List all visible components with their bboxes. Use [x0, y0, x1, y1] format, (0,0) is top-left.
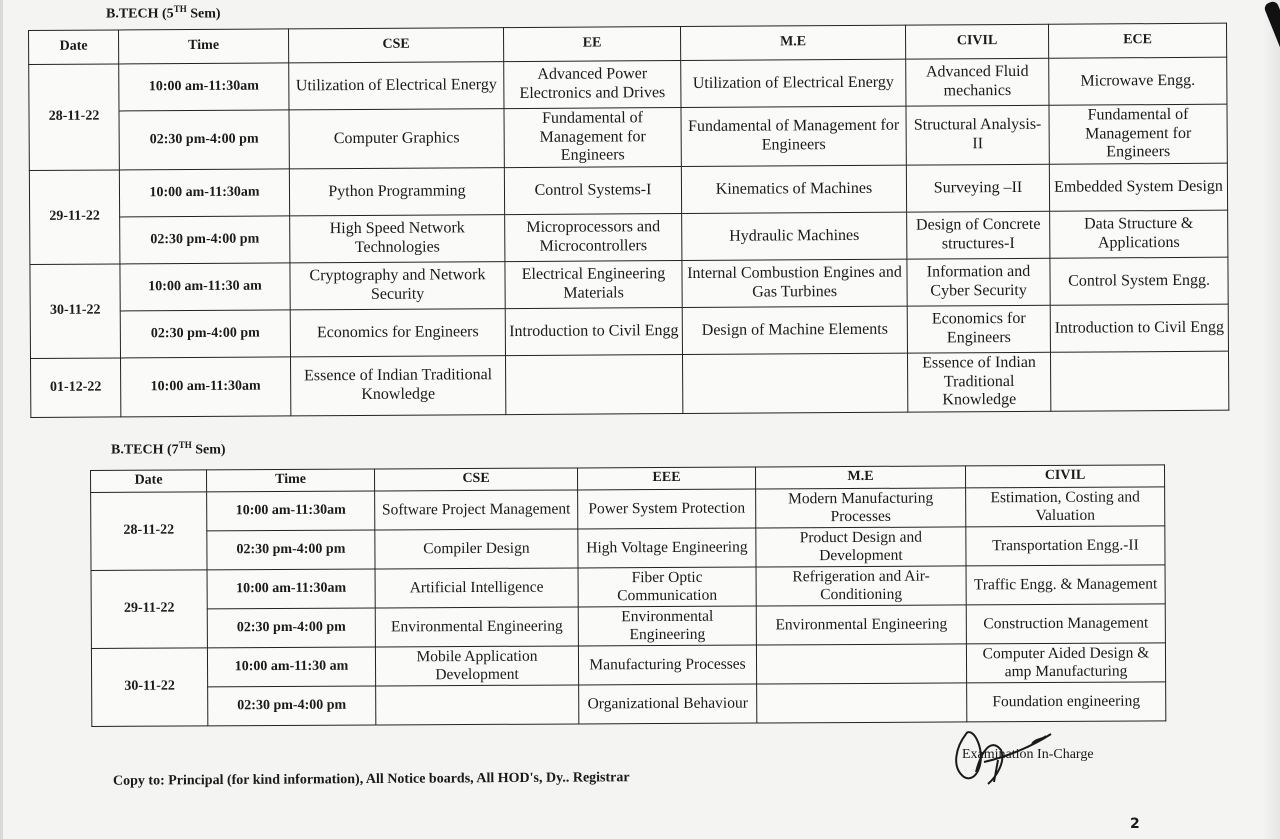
subject-cell: Cryptography and Network Security — [290, 262, 505, 310]
subject-cell: Introduction to Civil Engg — [1050, 304, 1228, 352]
header-time: Time — [207, 469, 375, 492]
time-cell: 10:00 am-11:30am — [119, 63, 289, 111]
subject-cell: Essence of Indian Traditional Knowledge — [291, 356, 506, 416]
subject-cell — [756, 644, 966, 684]
header-cse: CSE — [288, 28, 503, 63]
sem7-title — [111, 440, 226, 459]
subject-cell: Internal Combustion Engines and Gas Turbines — [682, 259, 907, 307]
header-cse: CSE — [374, 468, 577, 491]
subject-cell — [505, 355, 682, 415]
subject-cell: Artificial Intelligence — [375, 568, 578, 608]
date-cell: 28-11-22 — [29, 64, 120, 171]
table-row — [31, 351, 1229, 417]
subject-cell: Kinematics of Machines — [681, 165, 906, 213]
time-cell: 02:30 pm-4:00 pm — [120, 310, 290, 358]
time-cell: 10:00 am-11:30 am — [207, 647, 375, 687]
header-me: M.E — [755, 466, 965, 489]
subject-cell: Fundamental of Management for Engineers — [681, 106, 906, 166]
header-ece: ECE — [1048, 23, 1226, 58]
subject-cell: Hydraulic Machines — [682, 212, 907, 260]
header-civil: CIVIL — [905, 24, 1048, 59]
table-row — [92, 682, 1166, 727]
subject-cell: Environmental Engineering — [375, 607, 578, 647]
page-number: 2 — [1130, 816, 1140, 832]
table-row — [30, 210, 1228, 264]
date-cell: 29-11-22 — [29, 170, 120, 265]
header-me: M.E — [680, 25, 905, 60]
header-eee: EEE — [577, 467, 755, 490]
subject-cell: Essence of Indian Traditional Knowledge — [907, 352, 1050, 412]
subject-cell: Electrical Engineering Materials — [505, 261, 682, 309]
subject-cell: Estimation, Costing and Valuation — [966, 487, 1165, 527]
subject-cell: Traffic Engg. & Management — [966, 565, 1165, 605]
table-row — [91, 643, 1165, 688]
subject-cell: Design of Concrete structures-I — [907, 211, 1050, 259]
subject-cell: Introduction to Civil Engg — [505, 308, 682, 356]
date-cell: 01-12-22 — [31, 358, 121, 418]
header-time: Time — [119, 29, 289, 64]
subject-cell: Software Project Management — [375, 490, 578, 530]
subject-cell: Advanced Power Electronics and Drives — [504, 61, 681, 109]
table-row — [91, 526, 1165, 571]
subject-cell: Economics for Engineers — [907, 305, 1050, 353]
subject-cell: Mobile Application Development — [375, 646, 578, 686]
subject-cell: Organizational Behaviour — [579, 684, 757, 724]
time-cell: 10:00 am-11:30 am — [120, 263, 290, 311]
subject-cell: High Speed Network Technologies — [290, 215, 505, 263]
sem5-title-sup: TH — [173, 4, 187, 14]
subject-cell: Environmental Engineering — [756, 605, 966, 645]
subject-cell: Surveying –II — [906, 164, 1049, 212]
sem5-title-suffix: Sem) — [186, 6, 221, 22]
subject-cell: Embedded System Design — [1049, 163, 1227, 211]
time-cell: 02:30 pm-4:00 pm — [207, 608, 375, 648]
time-cell: 10:00 am-11:30am — [121, 357, 291, 417]
subject-cell: Information and Cyber Security — [907, 258, 1050, 306]
time-cell: 02:30 pm-4:00 pm — [119, 110, 289, 170]
table-row — [29, 57, 1227, 111]
subject-cell — [757, 683, 967, 723]
subject-cell: Microwave Engg. — [1049, 57, 1227, 105]
subject-cell: Fundamental of Management for Engineers — [1049, 104, 1227, 164]
subject-cell: Construction Management — [966, 604, 1165, 644]
date-cell: 30-11-22 — [91, 648, 207, 727]
time-cell: 02:30 pm-4:00 pm — [120, 216, 290, 264]
table-row — [91, 565, 1165, 610]
subject-cell: Data Structure & Applications — [1050, 210, 1228, 258]
subject-cell: Environmental Engineering — [578, 606, 756, 646]
subject-cell: Python Programming — [289, 168, 504, 216]
subject-cell: Compiler Design — [375, 529, 578, 569]
header-date: Date — [29, 30, 119, 65]
time-cell: 10:00 am-11:30am — [207, 491, 375, 531]
subject-cell: Refrigeration and Air-Conditioning — [756, 566, 966, 606]
date-cell: 29-11-22 — [91, 570, 207, 649]
subject-cell: Design of Machine Elements — [682, 306, 907, 354]
sem5-title-prefix: B.TECH (5 — [106, 6, 174, 22]
subject-cell: Power System Protection — [578, 489, 756, 529]
time-cell: 10:00 am-11:30am — [119, 169, 289, 217]
sem7-timetable — [90, 464, 1166, 727]
subject-cell: Manufacturing Processes — [578, 645, 756, 685]
subject-cell: Fundamental of Management for Engineers — [504, 108, 681, 168]
subject-cell: Computer Graphics — [289, 109, 504, 169]
table-row — [29, 163, 1227, 217]
subject-cell: Microprocessors and Microcontrollers — [505, 214, 682, 262]
copy-to-note: Copy to: Principal (for kind information), All Notice boards, All HOD's, Dy.. Registrar — [112, 770, 630, 789]
table-row — [30, 304, 1228, 358]
table-row — [30, 257, 1228, 311]
subject-cell: Utilization of Electrical Energy — [681, 59, 906, 107]
sem7-title-prefix: B.TECH (7 — [111, 442, 179, 458]
sem7-title-suffix: Sem) — [191, 442, 226, 458]
date-cell: 30-11-22 — [30, 264, 121, 359]
subject-cell — [1050, 351, 1228, 411]
header-date: Date — [91, 470, 207, 493]
subject-cell: High Voltage Engineering — [578, 528, 756, 568]
sem5-title — [106, 4, 221, 23]
subject-cell: Economics for Engineers — [290, 309, 505, 357]
subject-cell: Fiber Optic Communication — [578, 567, 756, 607]
subject-cell: Transportation Engg.-II — [966, 526, 1165, 566]
subject-cell: Control System Engg. — [1050, 257, 1228, 305]
time-cell: 02:30 pm-4:00 pm — [207, 530, 375, 570]
time-cell: 02:30 pm-4:00 pm — [208, 686, 376, 726]
subject-cell: Computer Aided Design & amp Manufacturing — [966, 643, 1165, 683]
table-row — [29, 104, 1227, 170]
subject-cell: Product Design and Development — [756, 527, 966, 567]
subject-cell: Structural Analysis-II — [906, 105, 1049, 165]
signatory-label: Examination In-Charge — [962, 747, 1094, 762]
subject-cell: Foundation engineering — [967, 682, 1166, 722]
table-row — [91, 487, 1165, 532]
subject-cell: Control Systems-I — [504, 167, 681, 215]
header-civil: CIVIL — [965, 465, 1164, 488]
time-cell: 10:00 am-11:30am — [207, 569, 375, 609]
table-row — [91, 604, 1165, 649]
date-cell: 28-11-22 — [91, 492, 207, 571]
subject-cell: Advanced Fluid mechanics — [906, 58, 1049, 106]
page-edge — [0, 0, 3, 839]
subject-cell: Utilization of Electrical Energy — [289, 62, 504, 110]
page-shadow — [1262, 0, 1280, 839]
header-ee: EE — [503, 27, 680, 62]
sem5-timetable — [28, 23, 1229, 418]
subject-cell: Modern Manufacturing Processes — [756, 488, 966, 528]
subject-cell — [682, 353, 907, 413]
subject-cell — [376, 685, 579, 725]
sem7-title-sup: TH — [178, 440, 192, 450]
